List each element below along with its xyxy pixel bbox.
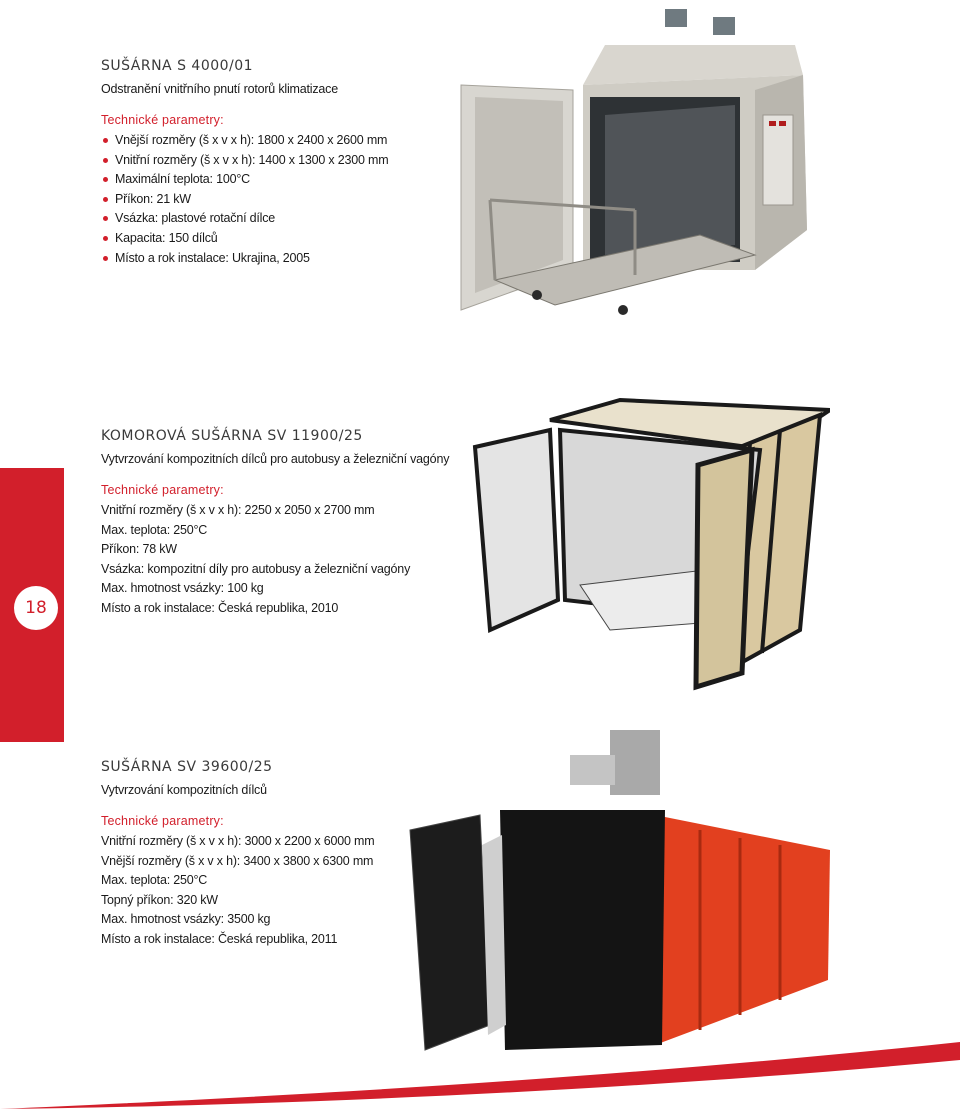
param-item: Vnitřní rozměry (š x v x h): 1400 x 1300 x 2300 mm xyxy=(101,151,481,171)
param-item: Max. hmotnost vsázky: 3500 kg xyxy=(101,912,271,927)
param-item: Místo a rok instalace: Česká republika, 2010 xyxy=(101,600,339,615)
front-door xyxy=(500,810,665,1050)
param-item: Příkon: 78 kW xyxy=(101,542,177,557)
open-side-door xyxy=(410,815,490,1050)
page-number: 18 xyxy=(14,586,58,630)
motor-right xyxy=(713,17,735,35)
section-dryer-s4000 xyxy=(101,58,481,268)
section-title: SUŠÁRNA SV 39600/25 xyxy=(101,759,273,775)
param-item: Vnější rozměry (š x v x h): 1800 x 2400 x 2600 mm xyxy=(101,131,481,151)
cart-wheel xyxy=(618,305,628,315)
section-subtitle: Odstranění vnitřního pnutí rotorů klimatizace xyxy=(101,82,338,96)
param-item: Vnitřní rozměry (š x v x h): 3000 x 2200 x 6000 mm xyxy=(101,834,375,848)
control-indicator xyxy=(769,121,776,126)
params-label: Technické parametry: xyxy=(101,483,224,497)
params-label: Technické parametry: xyxy=(101,814,224,828)
param-item: Příkon: 21 kW xyxy=(101,190,481,210)
control-box xyxy=(763,115,793,205)
params-list xyxy=(101,501,481,619)
param-item: Kapacita: 150 dílců xyxy=(101,229,481,249)
dryer-sv39600-photo xyxy=(400,725,840,1055)
section-chamber-dryer-sv11900 xyxy=(101,428,481,619)
dryer-s4000-photo xyxy=(455,5,815,320)
left-door xyxy=(475,430,558,630)
oven-interior xyxy=(605,105,735,255)
param-item: Vnitřní rozměry (š x v x h): 2250 x 2050 x 2700 mm xyxy=(101,503,375,517)
section-subtitle: Vytvrzování kompozitních dílců xyxy=(101,783,267,797)
section-subtitle: Vytvrzování kompozitních dílců pro autobusy a železniční vagóny xyxy=(101,452,450,466)
param-item: Místo a rok instalace: Ukrajina, 2005 xyxy=(101,249,481,269)
param-item: Vsázka: plastové rotační dílce xyxy=(101,209,481,229)
motor-left xyxy=(665,9,687,27)
cart-wheel xyxy=(532,290,542,300)
param-item: Max. teplota: 250°C xyxy=(101,522,208,537)
param-item: Vsázka: kompozitní díly pro autobusy a železniční vagóny xyxy=(101,561,411,576)
top-equipment xyxy=(610,730,660,795)
param-item: Místo a rok instalace: Česká republika, 2011 xyxy=(101,931,338,946)
control-indicator xyxy=(779,121,786,126)
chamber-dryer-sv11900-photo xyxy=(470,395,830,695)
param-item: Max. hmotnost vsázky: 100 kg xyxy=(101,581,264,596)
param-item: Max. teplota: 250°C xyxy=(101,873,208,888)
right-door xyxy=(696,450,752,687)
param-item: Vnější rozměry (š x v x h): 3400 x 3800 x 6300 mm xyxy=(101,853,374,868)
top-duct xyxy=(570,755,615,785)
param-item: Topný příkon: 320 kW xyxy=(101,892,218,907)
section-title: KOMOROVÁ SUŠÁRNA SV 11900/25 xyxy=(101,428,363,444)
param-item: Maximální teplota: 100°C xyxy=(101,170,481,190)
door-inner-panel xyxy=(475,97,563,293)
params-label: Technické parametry: xyxy=(101,113,224,127)
section-title: SUŠÁRNA S 4000/01 xyxy=(101,58,254,74)
params-list xyxy=(101,131,481,268)
decorative-swoosh xyxy=(0,1040,960,1109)
red-body xyxy=(655,815,830,1045)
